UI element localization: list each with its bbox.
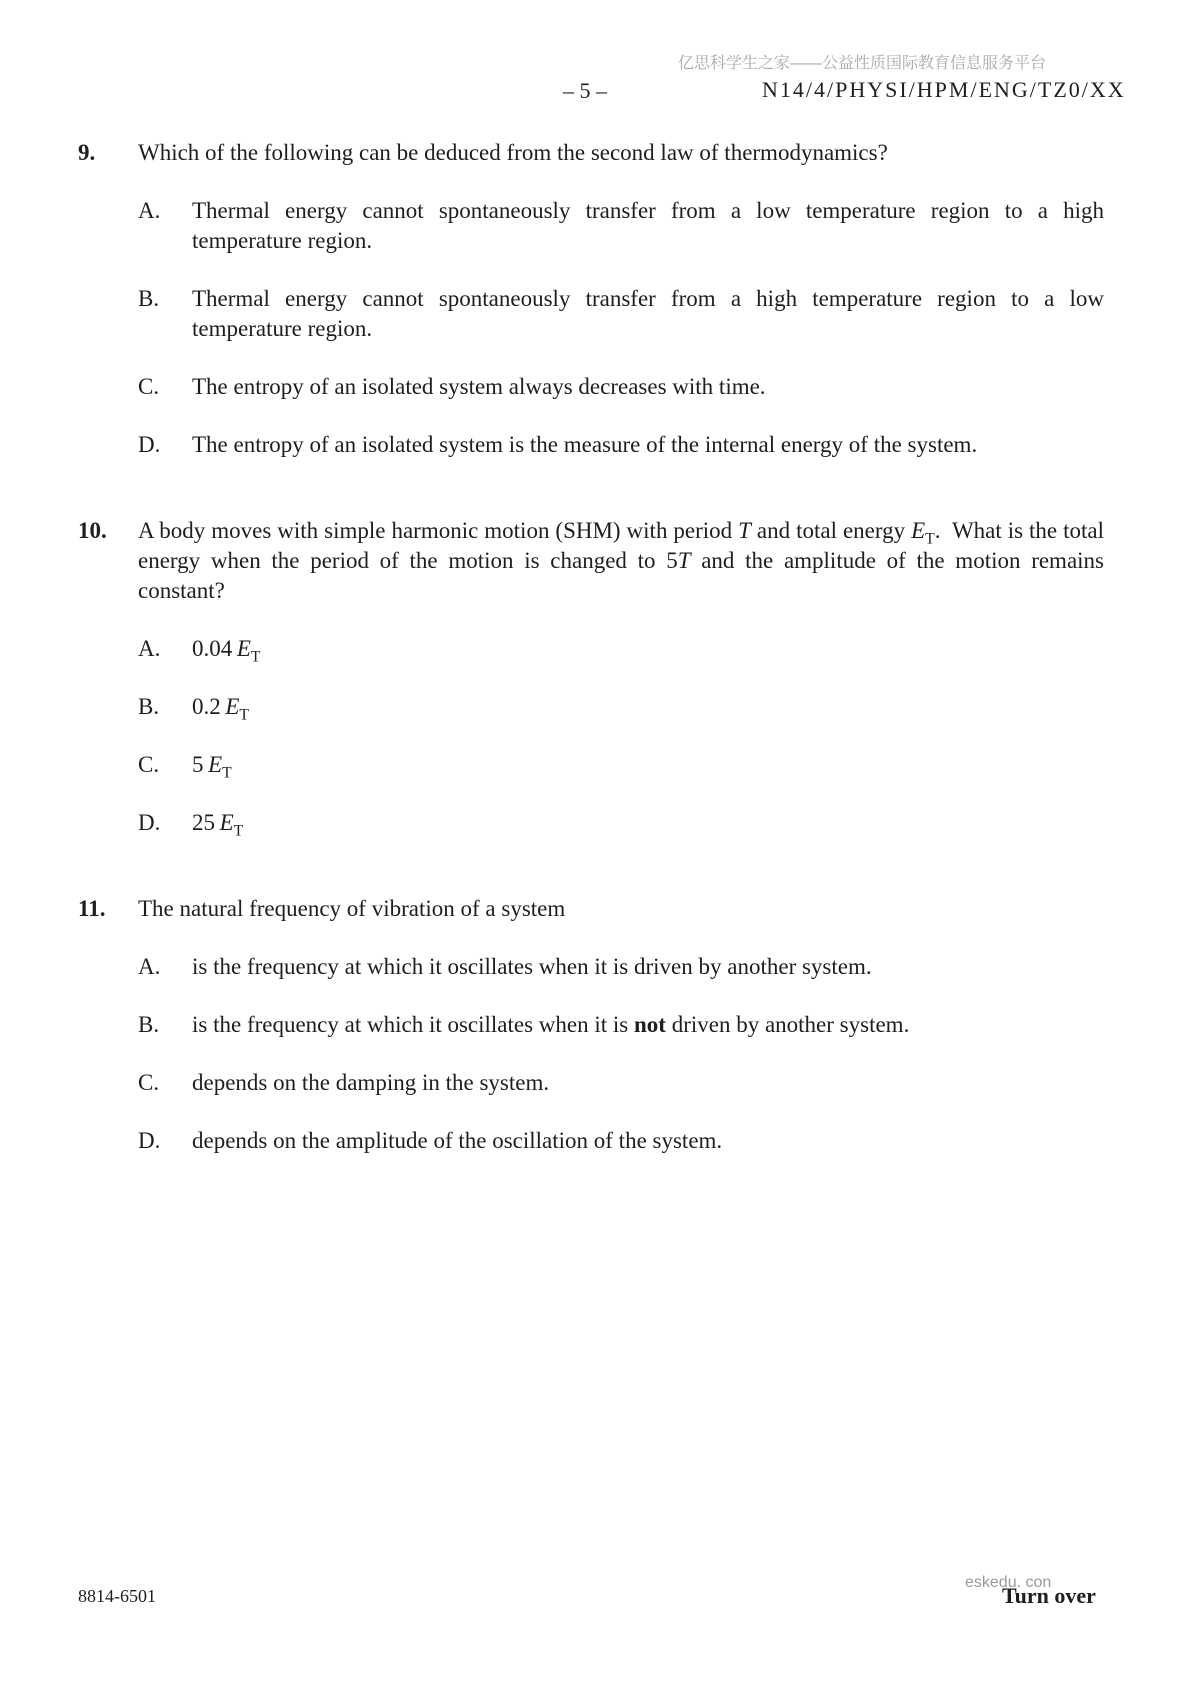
question xyxy=(78,138,1104,460)
option-text: is the frequency at which it oscillates when it is not driven by another system. xyxy=(192,1012,910,1037)
questions-container xyxy=(78,138,1104,1156)
option-letter: D. xyxy=(138,1128,161,1153)
top-watermark-text: 亿思科学生之家——公益性质国际教育信息服务平台 xyxy=(678,55,1047,72)
option-row xyxy=(138,952,1104,982)
question-body xyxy=(138,138,1104,460)
option-row xyxy=(138,430,1104,460)
option-text: depends on the damping in the system. xyxy=(192,1070,550,1095)
option-row xyxy=(138,808,1104,838)
option-row xyxy=(138,372,1104,402)
option-text: Thermal energy cannot spontaneously transfer from a high temperature region to a low temperature region. xyxy=(192,286,1104,341)
question-stem: The natural frequency of vibration of a system xyxy=(138,896,566,921)
question-number: 10. xyxy=(78,518,107,543)
question xyxy=(78,516,1104,838)
question-stem: Which of the following can be deduced from the second law of thermodynamics? xyxy=(138,140,888,165)
option-text: 5 $E_T$ xyxy=(192,752,232,782)
option-text: 25 $E_T$ xyxy=(192,810,244,840)
option-letter: A. xyxy=(138,636,161,661)
option-letter: D. xyxy=(138,432,161,457)
option-letter: D. xyxy=(138,810,161,835)
option-letter: A. xyxy=(138,954,161,979)
question-stem: A body moves with simple harmonic motion (SHM) with period T and total energy $E_T$. What is the total energy when the period of the motion is changed to 5T and the amplitude of the motion remains constant? xyxy=(138,518,1104,603)
footer-document-number: 8814-6501 xyxy=(78,1586,156,1606)
question-number: 11. xyxy=(78,896,106,921)
option-letter: A. xyxy=(138,198,161,223)
option-row xyxy=(138,750,1104,780)
option-row xyxy=(138,692,1104,722)
option-text: Thermal energy cannot spontaneously transfer from a low temperature region to a high temperature region. xyxy=(192,198,1104,253)
option-letter: B. xyxy=(138,1012,160,1037)
option-text: 0.2 $E_T$ xyxy=(192,694,249,724)
option-text: The entropy of an isolated system is the measure of the internal energy of the system. xyxy=(192,432,978,457)
option-row xyxy=(138,1068,1104,1098)
question-number: 9. xyxy=(78,140,96,165)
footer-watermark-text: eskedu. con xyxy=(965,1574,1052,1591)
option-text: is the frequency at which it oscillates when it is driven by another system. xyxy=(192,954,872,979)
option-row xyxy=(138,1126,1104,1156)
question-body xyxy=(138,516,1104,838)
option-letter: C. xyxy=(138,374,160,399)
paper-code: N14/4/PHYSI/HPM/ENG/TZ0/XX xyxy=(762,77,1126,102)
option-text: The entropy of an isolated system always decreases with time. xyxy=(192,374,766,399)
option-row xyxy=(138,634,1104,664)
question xyxy=(78,894,1104,1156)
option-letter: B. xyxy=(138,286,160,311)
option-row xyxy=(138,1010,1104,1040)
option-row xyxy=(138,196,1104,256)
option-letter: B. xyxy=(138,694,160,719)
page-number: – 5 – xyxy=(563,78,607,103)
option-letter: C. xyxy=(138,1070,160,1095)
option-text: 0.04 $E_T$ xyxy=(192,636,261,666)
question-body xyxy=(138,894,1104,1156)
option-letter: C. xyxy=(138,752,160,777)
option-row xyxy=(138,284,1104,344)
option-text: depends on the amplitude of the oscillation of the system. xyxy=(192,1128,723,1153)
turn-over-label: Turn over xyxy=(1002,1583,1096,1608)
